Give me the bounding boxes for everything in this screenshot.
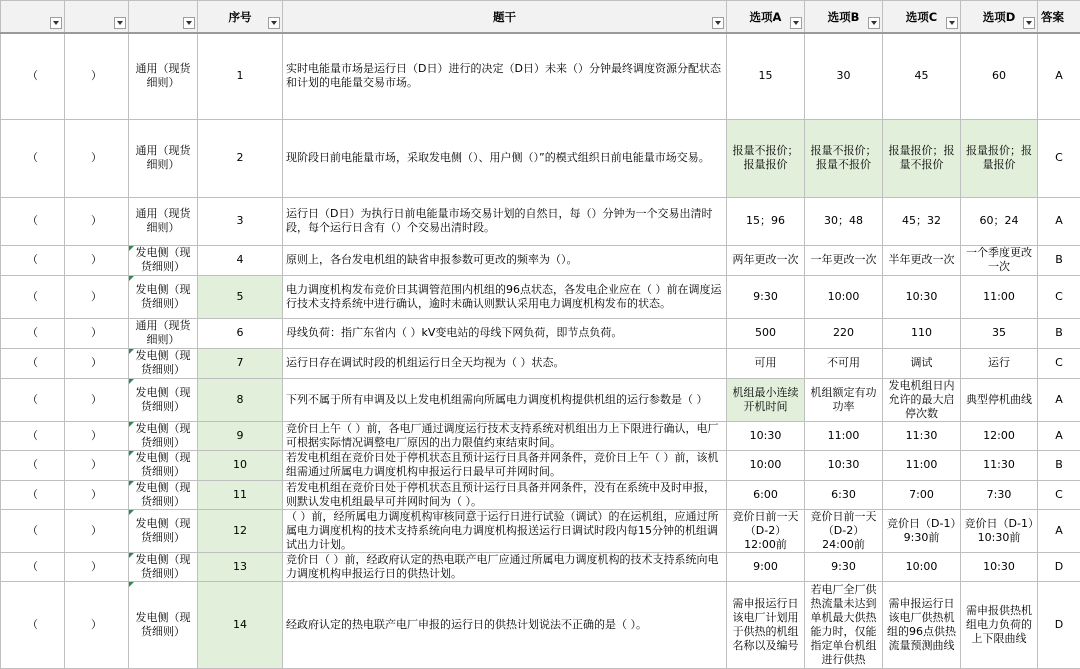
- paren-left-cell[interactable]: （: [1, 348, 65, 378]
- paren-left-cell[interactable]: （: [1, 450, 65, 480]
- header-question: 题干: [283, 1, 727, 34]
- category-cell[interactable]: 发电侧（现货细则）: [129, 275, 198, 318]
- question-cell[interactable]: 运行日存在调试时段的机组运行日全天均视为（ ）状态。: [283, 348, 727, 378]
- option-c-cell[interactable]: 110: [883, 318, 961, 348]
- option-d-cell[interactable]: 11:00: [961, 275, 1038, 318]
- answer-cell[interactable]: B: [1038, 318, 1080, 348]
- question-cell[interactable]: 运行日（D日）为执行日前电能量市场交易计划的自然日，每（）分钟为一个交易出清时段，每个运行日含有（）个交易出清时段。: [283, 197, 727, 245]
- option-d-cell[interactable]: 报量报价；报量报价: [961, 119, 1038, 197]
- header-row: [1, 1, 1080, 34]
- option-b-cell[interactable]: 竞价日前一天（D-2）24:00前: [805, 509, 883, 552]
- question-cell[interactable]: 竞价日（ ）前，经政府认定的热电联产电厂应通过所属电力调度机构的技术支持系统向电力调度机构申报运行日的供热计划。: [283, 552, 727, 581]
- table-row: [1, 480, 1080, 509]
- option-b-cell[interactable]: 6:30: [805, 480, 883, 509]
- paren-right-cell[interactable]: ）: [65, 33, 129, 119]
- option-b-cell[interactable]: 10:30: [805, 450, 883, 480]
- filter-dropdown-icon[interactable]: [114, 17, 126, 29]
- option-a-cell[interactable]: 6:00: [727, 480, 805, 509]
- header-option-a: 选项A: [727, 1, 805, 34]
- seq-cell[interactable]: 6: [198, 318, 283, 348]
- option-d-cell[interactable]: 需申报供热机组电力负荷的上下限曲线: [961, 581, 1038, 668]
- option-a-cell[interactable]: 15: [727, 33, 805, 119]
- option-b-cell[interactable]: 一年更改一次: [805, 245, 883, 275]
- table-row: [1, 581, 1080, 668]
- paren-right-cell[interactable]: ）: [65, 197, 129, 245]
- option-d-cell[interactable]: 7:30: [961, 480, 1038, 509]
- option-b-cell[interactable]: 不可用: [805, 348, 883, 378]
- paren-right-cell[interactable]: ）: [65, 581, 129, 668]
- table-row: [1, 348, 1080, 378]
- table-row: [1, 552, 1080, 581]
- option-a-cell[interactable]: 500: [727, 318, 805, 348]
- seq-cell[interactable]: 2: [198, 119, 283, 197]
- seq-cell[interactable]: 7: [198, 348, 283, 378]
- seq-cell[interactable]: 13: [198, 552, 283, 581]
- category-cell[interactable]: 通用（现货细则）: [129, 197, 198, 245]
- table-row: [1, 450, 1080, 480]
- option-c-cell[interactable]: 45: [883, 33, 961, 119]
- header-col1: [1, 1, 65, 34]
- seq-cell[interactable]: 4: [198, 245, 283, 275]
- option-a-cell[interactable]: 9:00: [727, 552, 805, 581]
- option-d-cell[interactable]: 竞价日（D-1）10:30前: [961, 509, 1038, 552]
- option-d-cell[interactable]: 典型停机曲线: [961, 378, 1038, 421]
- option-b-cell[interactable]: 10:00: [805, 275, 883, 318]
- option-d-cell[interactable]: 11:30: [961, 450, 1038, 480]
- question-cell[interactable]: 经政府认定的热电联产电厂申报的运行日的供热计划说法不正确的是（ ）。: [283, 581, 727, 668]
- option-b-cell[interactable]: 9:30: [805, 552, 883, 581]
- paren-right-cell[interactable]: ）: [65, 245, 129, 275]
- seq-cell[interactable]: 14: [198, 581, 283, 668]
- option-b-cell[interactable]: 机组额定有功功率: [805, 378, 883, 421]
- header-col3: [129, 1, 198, 34]
- option-a-cell[interactable]: 两年更改一次: [727, 245, 805, 275]
- answer-cell[interactable]: D: [1038, 552, 1080, 581]
- paren-right-cell[interactable]: ）: [65, 509, 129, 552]
- category-cell[interactable]: 通用（现货细则）: [129, 318, 198, 348]
- paren-left-cell[interactable]: （: [1, 552, 65, 581]
- seq-cell[interactable]: 9: [198, 421, 283, 450]
- option-a-cell[interactable]: 机组最小连续开机时间: [727, 378, 805, 421]
- filter-dropdown-icon[interactable]: [268, 17, 280, 29]
- filter-dropdown-icon[interactable]: [946, 17, 958, 29]
- option-c-cell[interactable]: 竞价日（D-1）9:30前: [883, 509, 961, 552]
- category-cell[interactable]: 通用（现货细则）: [129, 119, 198, 197]
- table-row: [1, 421, 1080, 450]
- option-c-cell[interactable]: 需申报运行日该电厂供热机组的96点供热流量预测曲线: [883, 581, 961, 668]
- paren-right-cell[interactable]: ）: [65, 480, 129, 509]
- answer-cell[interactable]: A: [1038, 197, 1080, 245]
- table-row: [1, 33, 1080, 119]
- option-c-cell[interactable]: 发电机组日内允许的最大启停次数: [883, 378, 961, 421]
- question-cell[interactable]: 若发电机组在竞价日处于停机状态且预计运行日具备并网条件，没有在系统中及时申报，则默认发电机组最早可并网时间为（ ）。: [283, 480, 727, 509]
- filter-dropdown-icon[interactable]: [183, 17, 195, 29]
- question-cell[interactable]: 下列不属于所有申调及以上发电机组需向所属电力调度机构提供机组的运行参数是（ ）: [283, 378, 727, 421]
- option-c-cell[interactable]: 10:00: [883, 552, 961, 581]
- table-row: [1, 119, 1080, 197]
- answer-cell[interactable]: C: [1038, 275, 1080, 318]
- question-cell[interactable]: 电力调度机构发布竞价日其调管范围内机组的96点状态，各发电企业应在（ ）前在调度运行技术支持系统中进行确认，逾时未确认则默认采用电力调度机构发布的状态。: [283, 275, 727, 318]
- table-row: [1, 197, 1080, 245]
- paren-right-cell[interactable]: ）: [65, 450, 129, 480]
- paren-left-cell[interactable]: （: [1, 33, 65, 119]
- question-cell[interactable]: 实时电能量市场是运行日（D日）进行的决定（D日）未来（）分钟最终调度资源分配状态和计划的电能量交易市场。: [283, 33, 727, 119]
- header-seq: 序号: [198, 1, 283, 34]
- header-answer: 答案: [1038, 1, 1080, 34]
- option-a-cell[interactable]: 需申报运行日该电厂计划用于供热的机组名称以及编号: [727, 581, 805, 668]
- option-a-cell[interactable]: 可用: [727, 348, 805, 378]
- option-d-cell[interactable]: 一个季度更改一次: [961, 245, 1038, 275]
- category-cell[interactable]: 发电侧（现货细则）: [129, 245, 198, 275]
- option-c-cell[interactable]: 报量报价；报量不报价: [883, 119, 961, 197]
- paren-right-cell[interactable]: ）: [65, 552, 129, 581]
- answer-cell[interactable]: A: [1038, 33, 1080, 119]
- answer-cell[interactable]: A: [1038, 378, 1080, 421]
- category-cell[interactable]: 通用（现货细则）: [129, 33, 198, 119]
- option-c-cell[interactable]: 11:30: [883, 421, 961, 450]
- answer-cell[interactable]: A: [1038, 509, 1080, 552]
- option-c-cell[interactable]: 10:30: [883, 275, 961, 318]
- option-b-cell[interactable]: 若电厂全厂供热流量未达到单机最大供热能力时，仅能指定单台机组进行供热: [805, 581, 883, 668]
- answer-cell[interactable]: B: [1038, 245, 1080, 275]
- answer-cell[interactable]: C: [1038, 348, 1080, 378]
- paren-left-cell[interactable]: （: [1, 509, 65, 552]
- category-cell[interactable]: 发电侧（现货细则）: [129, 480, 198, 509]
- paren-left-cell[interactable]: （: [1, 318, 65, 348]
- header-option-d: 选项D: [961, 1, 1038, 34]
- seq-cell[interactable]: 3: [198, 197, 283, 245]
- paren-right-cell[interactable]: ）: [65, 318, 129, 348]
- question-cell[interactable]: 母线负荷：指广东省内（ ）kV变电站的母线下网负荷，即节点负荷。: [283, 318, 727, 348]
- seq-cell[interactable]: 11: [198, 480, 283, 509]
- paren-left-cell[interactable]: （: [1, 480, 65, 509]
- filter-dropdown-icon[interactable]: [868, 17, 880, 29]
- table-row: [1, 245, 1080, 275]
- filter-dropdown-icon[interactable]: [790, 17, 802, 29]
- option-a-cell[interactable]: 15；96: [727, 197, 805, 245]
- table-row: [1, 318, 1080, 348]
- category-cell[interactable]: 发电侧（现货细则）: [129, 509, 198, 552]
- option-a-cell[interactable]: 报量不报价；报量报价: [727, 119, 805, 197]
- seq-cell[interactable]: 1: [198, 33, 283, 119]
- option-d-cell[interactable]: 12:00: [961, 421, 1038, 450]
- paren-right-cell[interactable]: ）: [65, 378, 129, 421]
- paren-right-cell[interactable]: ）: [65, 348, 129, 378]
- option-c-cell[interactable]: 11:00: [883, 450, 961, 480]
- option-d-cell[interactable]: 60；24: [961, 197, 1038, 245]
- option-b-cell[interactable]: 30；48: [805, 197, 883, 245]
- option-c-cell[interactable]: 调试: [883, 348, 961, 378]
- paren-right-cell[interactable]: ）: [65, 275, 129, 318]
- answer-cell[interactable]: D: [1038, 581, 1080, 668]
- answer-cell[interactable]: B: [1038, 450, 1080, 480]
- paren-left-cell[interactable]: （: [1, 197, 65, 245]
- option-d-cell[interactable]: 10:30: [961, 552, 1038, 581]
- answer-cell[interactable]: C: [1038, 480, 1080, 509]
- question-cell[interactable]: 若发电机组在竞价日处于停机状态且预计运行日具备并网条件，竞价日上午（ ）前，该机组需通过所属电力调度机构申报运行日最早可并网时间。: [283, 450, 727, 480]
- option-d-cell[interactable]: 60: [961, 33, 1038, 119]
- paren-left-cell[interactable]: （: [1, 245, 65, 275]
- filter-dropdown-icon[interactable]: [712, 17, 724, 29]
- filter-dropdown-icon[interactable]: [1023, 17, 1035, 29]
- seq-cell[interactable]: 10: [198, 450, 283, 480]
- seq-cell[interactable]: 5: [198, 275, 283, 318]
- option-a-cell[interactable]: 10:00: [727, 450, 805, 480]
- header-col2: [65, 1, 129, 34]
- seq-cell[interactable]: 8: [198, 378, 283, 421]
- answer-cell[interactable]: C: [1038, 119, 1080, 197]
- option-a-cell[interactable]: 10:30: [727, 421, 805, 450]
- question-cell[interactable]: 现阶段日前电能量市场，采取发电侧（）、用户侧（）”的模式组织日前电能量市场交易。: [283, 119, 727, 197]
- paren-left-cell[interactable]: （: [1, 421, 65, 450]
- question-cell[interactable]: （ ）前，经所属电力调度机构审核同意于运行日进行试验（调试）的在运机组，应通过所属电力调度机构的技术支持系统向电力调度机构报送运行日调试时段内每15分钟的机组调试出力计划。: [283, 509, 727, 552]
- answer-cell[interactable]: A: [1038, 421, 1080, 450]
- option-d-cell[interactable]: 运行: [961, 348, 1038, 378]
- category-cell[interactable]: 发电侧（现货细则）: [129, 581, 198, 668]
- paren-right-cell[interactable]: ）: [65, 421, 129, 450]
- option-b-cell[interactable]: 报量不报价；报量不报价: [805, 119, 883, 197]
- header-option-c: 选项C: [883, 1, 961, 34]
- option-d-cell[interactable]: 35: [961, 318, 1038, 348]
- option-b-cell[interactable]: 11:00: [805, 421, 883, 450]
- paren-left-cell[interactable]: （: [1, 378, 65, 421]
- option-a-cell[interactable]: 竞价日前一天（D-2）12:00前: [727, 509, 805, 552]
- question-cell[interactable]: 原则上，各台发电机组的缺省申报参数可更改的频率为（）。: [283, 245, 727, 275]
- paren-left-cell[interactable]: （: [1, 119, 65, 197]
- paren-right-cell[interactable]: ）: [65, 119, 129, 197]
- option-b-cell[interactable]: 220: [805, 318, 883, 348]
- option-a-cell[interactable]: 9:30: [727, 275, 805, 318]
- category-cell[interactable]: 发电侧（现货细则）: [129, 348, 198, 378]
- filter-dropdown-icon[interactable]: [50, 17, 62, 29]
- table-row: [1, 509, 1080, 552]
- option-c-cell[interactable]: 半年更改一次: [883, 245, 961, 275]
- seq-cell[interactable]: 12: [198, 509, 283, 552]
- paren-left-cell[interactable]: （: [1, 275, 65, 318]
- category-cell[interactable]: 发电侧（现货细则）: [129, 552, 198, 581]
- table-row: [1, 378, 1080, 421]
- question-cell[interactable]: 竞价日上午（ ）前，各电厂通过调度运行技术支持系统对机组出力上下限进行确认，电厂可根据实际情况调整电厂原因的出力限值约束结束时间。: [283, 421, 727, 450]
- option-c-cell[interactable]: 45；32: [883, 197, 961, 245]
- table-row: [1, 275, 1080, 318]
- category-cell[interactable]: 发电侧（现货细则）: [129, 421, 198, 450]
- option-c-cell[interactable]: 7:00: [883, 480, 961, 509]
- paren-left-cell[interactable]: （: [1, 581, 65, 668]
- category-cell[interactable]: 发电侧（现货细则）: [129, 378, 198, 421]
- category-cell[interactable]: 发电侧（现货细则）: [129, 450, 198, 480]
- option-b-cell[interactable]: 30: [805, 33, 883, 119]
- header-option-b: 选项B: [805, 1, 883, 34]
